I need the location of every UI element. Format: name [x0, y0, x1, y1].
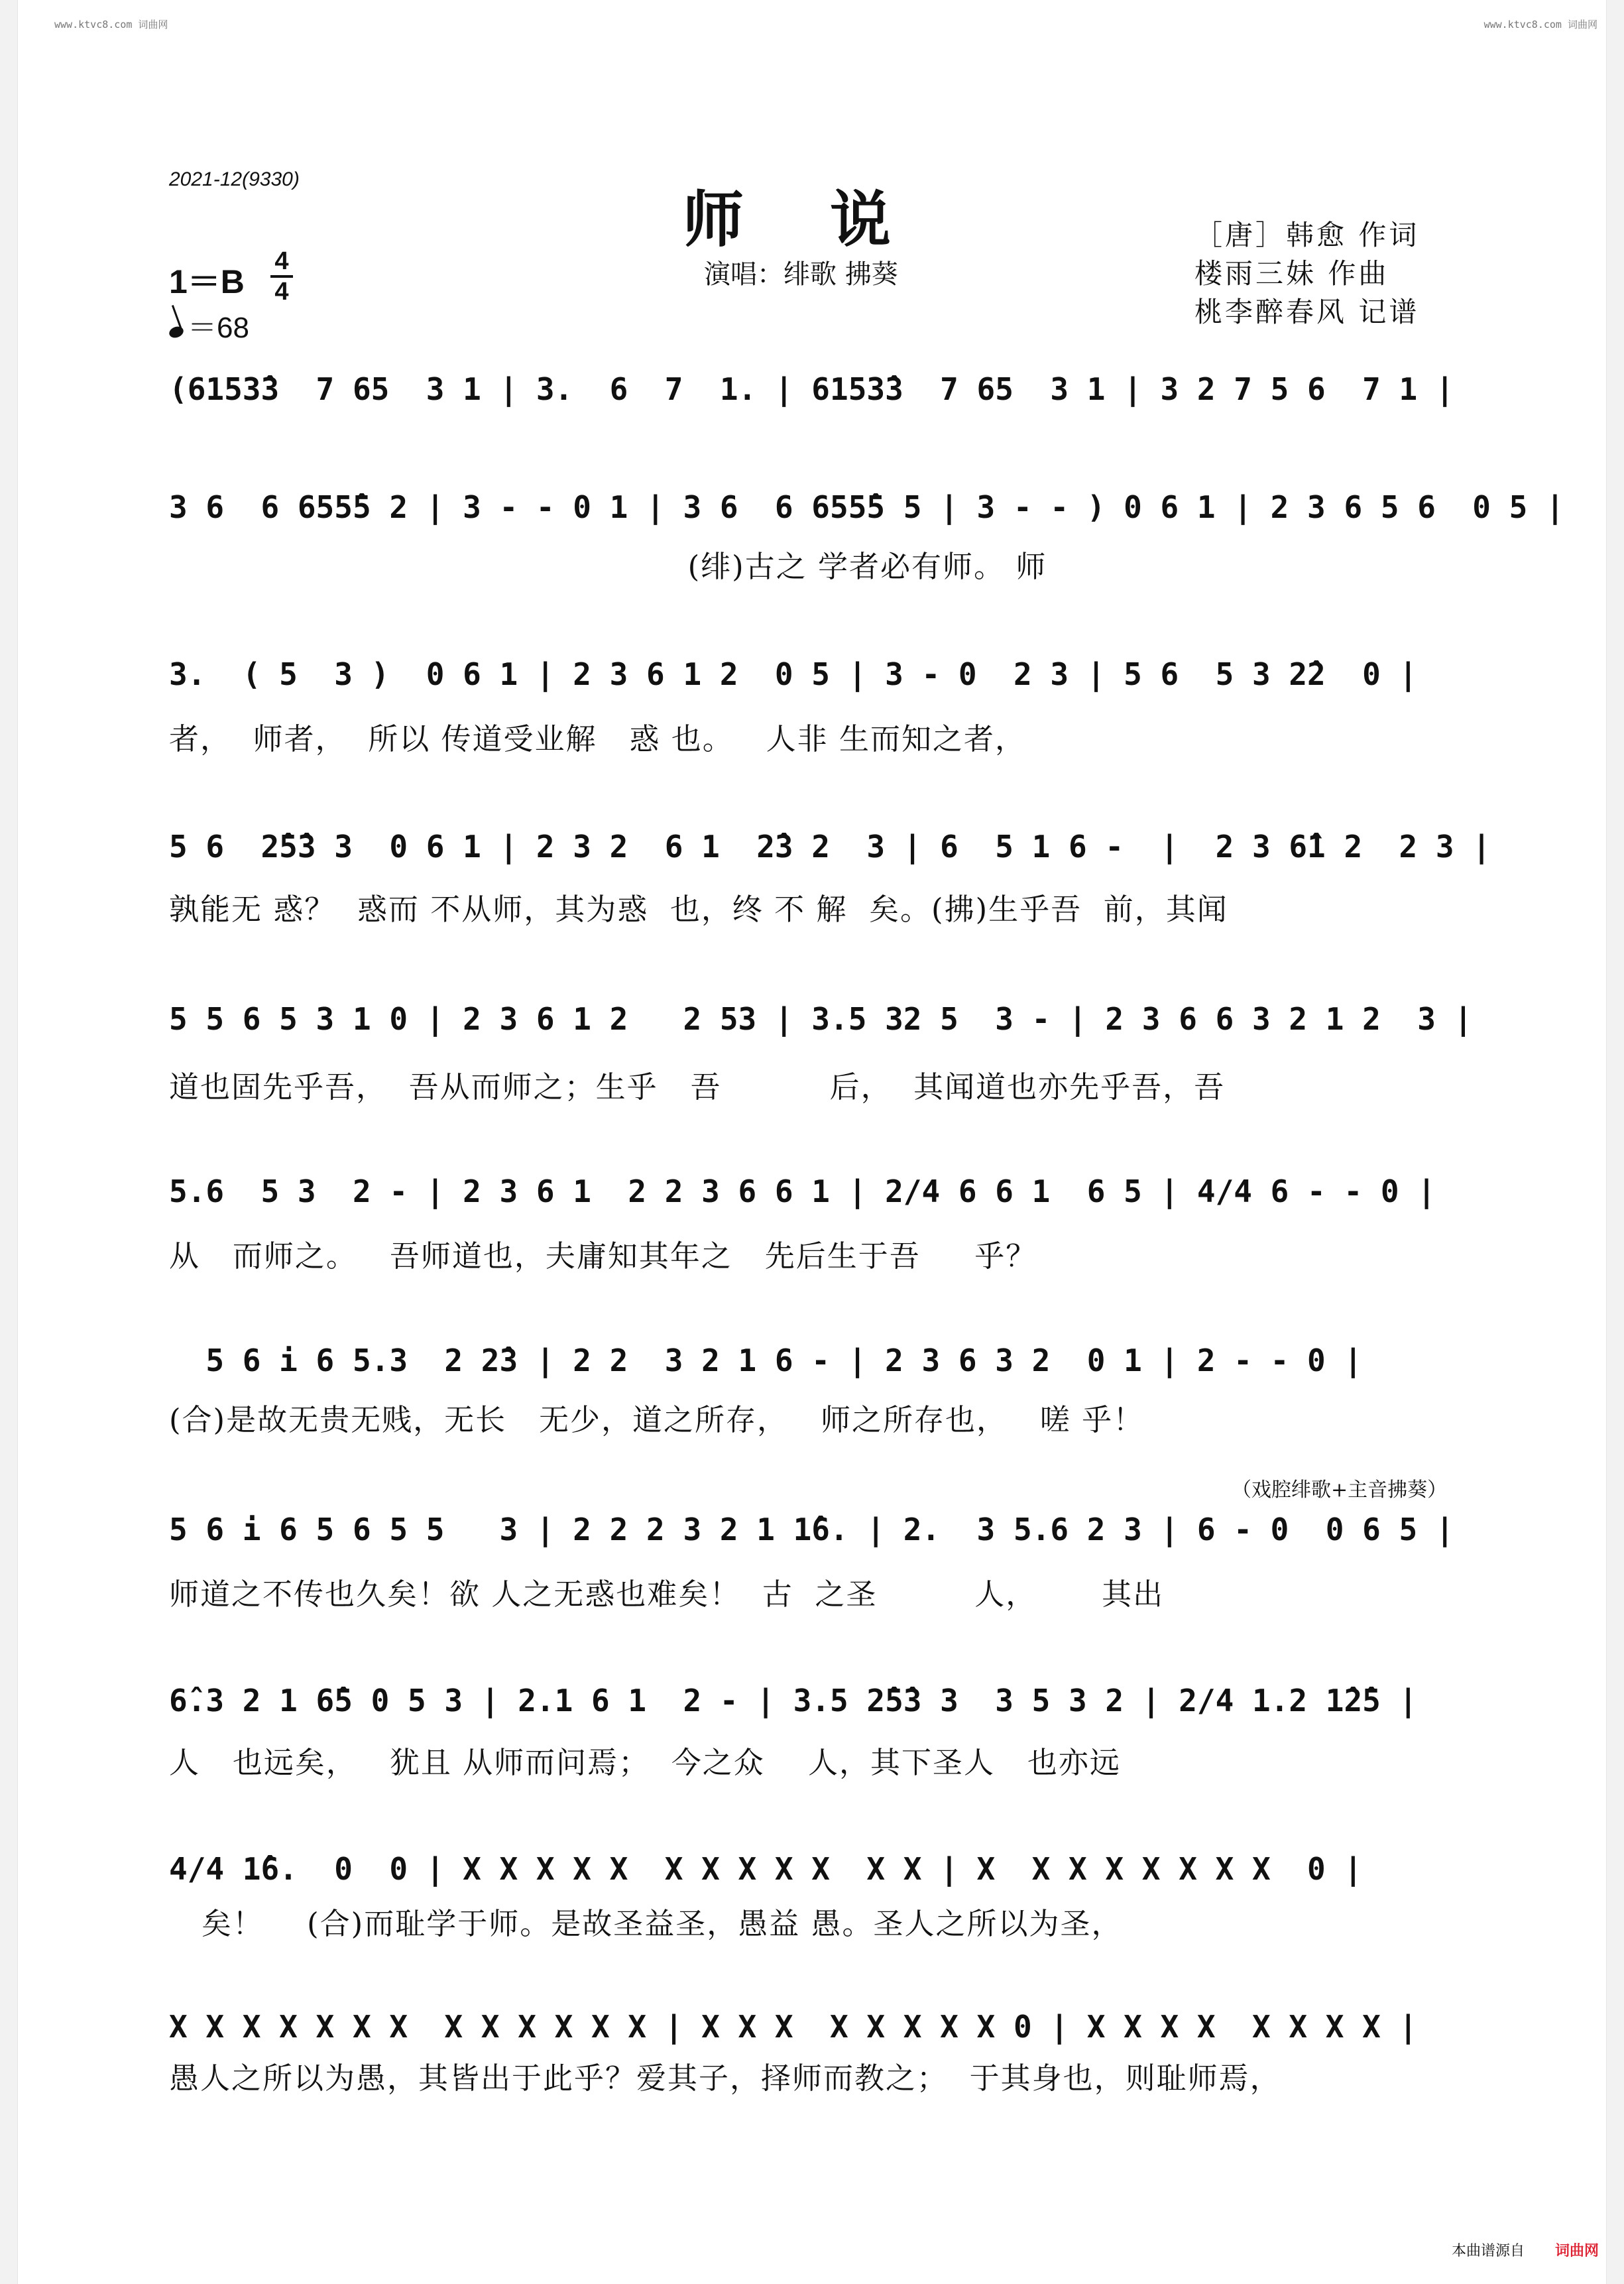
system-4-notes: 5 6 2̂5̂3 3 0 6 1 | 2 3 2 6 1 2̂3 2 3 | 6 5 1 6 - | 2 3 6̂1 2 2 3 |	[169, 829, 1491, 865]
credit-composer: 楼雨三妹 作曲	[1194, 257, 1389, 290]
system-9-lyrics: 人 也远矣， 犹且 从师而问焉； 今之众 人，其下圣人 也亦远	[169, 1745, 1121, 1780]
system-11-notes: X X X X X X X X X X X X X | X X X X X X X X 0 | X X X X X X X X |	[169, 2009, 1418, 2045]
singer-line: 演唱：绯歌 拂葵	[704, 259, 898, 290]
system-5-lyrics: 道也固先乎吾， 吾从而师之；生乎 吾 后， 其闻道也亦先乎吾，吾	[169, 1069, 1226, 1105]
footer-source: 本曲谱源自	[1451, 2243, 1525, 2259]
song-title: 师说	[683, 184, 978, 255]
credit-lyricist: ［唐］韩愈 作词	[1194, 219, 1420, 251]
system-5-notes: 5 5 6 5 3 1 0 | 2 3 6 1 2 2 53 | 3.5 32 5 3 - | 2 3 6 6 3 2 1 2 3 |	[169, 1001, 1473, 1037]
system-8-notes: 5 6 i 6 5 6 5 5 3 | 2 2 2 3 2 1 1̂6. | 2. 3 5.6 2 3 | 6 - 0 0 6 5 |	[169, 1512, 1454, 1547]
system-6-lyrics: 从 而师之。 吾师道也，夫庸知其年之 先后生于吾 乎？	[169, 1238, 1037, 1274]
system-8-lyrics: 师道之不传也久矣！欲 人之无惑也难矣！ 古 之圣 人， 其出	[169, 1577, 1165, 1612]
system-2-lyrics: (绯)古之 学者必有师。 师	[169, 549, 1047, 584]
time-signature	[270, 249, 293, 304]
performance-annotation: （戏腔绯歌+主音拂葵）	[1232, 1478, 1448, 1502]
site-watermark-left: www.ktvc8.com 词曲网	[54, 19, 168, 30]
score-code: 2021-12(9330)	[169, 168, 300, 190]
system-11-lyrics: 愚人之所以为愚，其皆出于此乎？爱其子，择师而教之； 于其身也，则耻师焉，	[169, 2061, 1281, 2096]
system-7-notes: 5 6 i 6 5.3 2 2̂3 | 2 2 3 2 1 6 - | 2 3 6 3 2 0 1 | 2 - - 0 |	[169, 1343, 1363, 1378]
system-10-notes: 4/4 1̂6. 0 0 | X X X X X X X X X X X X | X X X X X X X X 0 |	[169, 1851, 1363, 1887]
system-3-lyrics: 者， 师者， 所以 传道受业解 惑 也。 人非 生而知之者，	[169, 721, 1026, 756]
credit-transcriber: 桃李醉春风 记谱	[1194, 296, 1420, 328]
right-margin-strip	[1606, 0, 1624, 2284]
system-7-lyrics: (合)是故无贵无贱，无长 无少，道之所存， 师之所存也， 嗟 乎！	[169, 1402, 1145, 1437]
left-margin-strip	[0, 0, 18, 2284]
quarter-note-icon	[168, 325, 185, 340]
time-signature-top: 4	[274, 247, 289, 275]
tempo-value: ＝68	[188, 312, 249, 344]
tempo-marking	[169, 304, 249, 346]
system-3-notes: 3. ( 5 3 ) 0 6 1 | 2 3 6 1 2 0 5 | 3 - 0 2 3 | 5 6 5 3 2̂2 0 |	[169, 656, 1418, 692]
system-1-notes: (6153̂3 7 65 3 1 | 3. 6 7 1. | 6153̂3 7 65 3 1 | 3 2 7 5 6 7 1 |	[169, 371, 1454, 407]
time-signature-bottom: 4	[274, 278, 289, 306]
footer-logo[interactable]: 词曲网	[1554, 2242, 1599, 2259]
system-2-notes: 3 6 6 655̂5 2 | 3 - - 0 1 | 3 6 6 655̂5 5 | 3 - - ) 0 6 1 | 2 3 6 5 6 0 5 |	[169, 489, 1564, 525]
key-signature: 1＝B	[169, 263, 245, 300]
system-4-lyrics: 孰能无 惑？ 惑而 不从师，其为惑 也，终 不 解 矣。(拂)生乎吾 前，其闻	[169, 892, 1228, 927]
site-watermark-right: www.ktvc8.com 词曲网	[1483, 19, 1597, 30]
system-10-lyrics: 矣！ (合)而耻学于师。是故圣益圣，愚益 愚。圣人之所以为圣，	[169, 1906, 1123, 1941]
system-6-notes: 5.6 5 3 2 - | 2 3 6 1 2 2 3 6 6 1 | 2/4 6 6 1 6 5 | 4/4 6 - - 0 |	[169, 1173, 1436, 1209]
system-9-notes: 6̂.3 2 1 6̂5 0 5 3 | 2.1 6 1 2 - | 3.5 2̂5̂3 3 3 5 3 2 | 2/4 1.2 1̂2̂5 |	[169, 1683, 1418, 1718]
